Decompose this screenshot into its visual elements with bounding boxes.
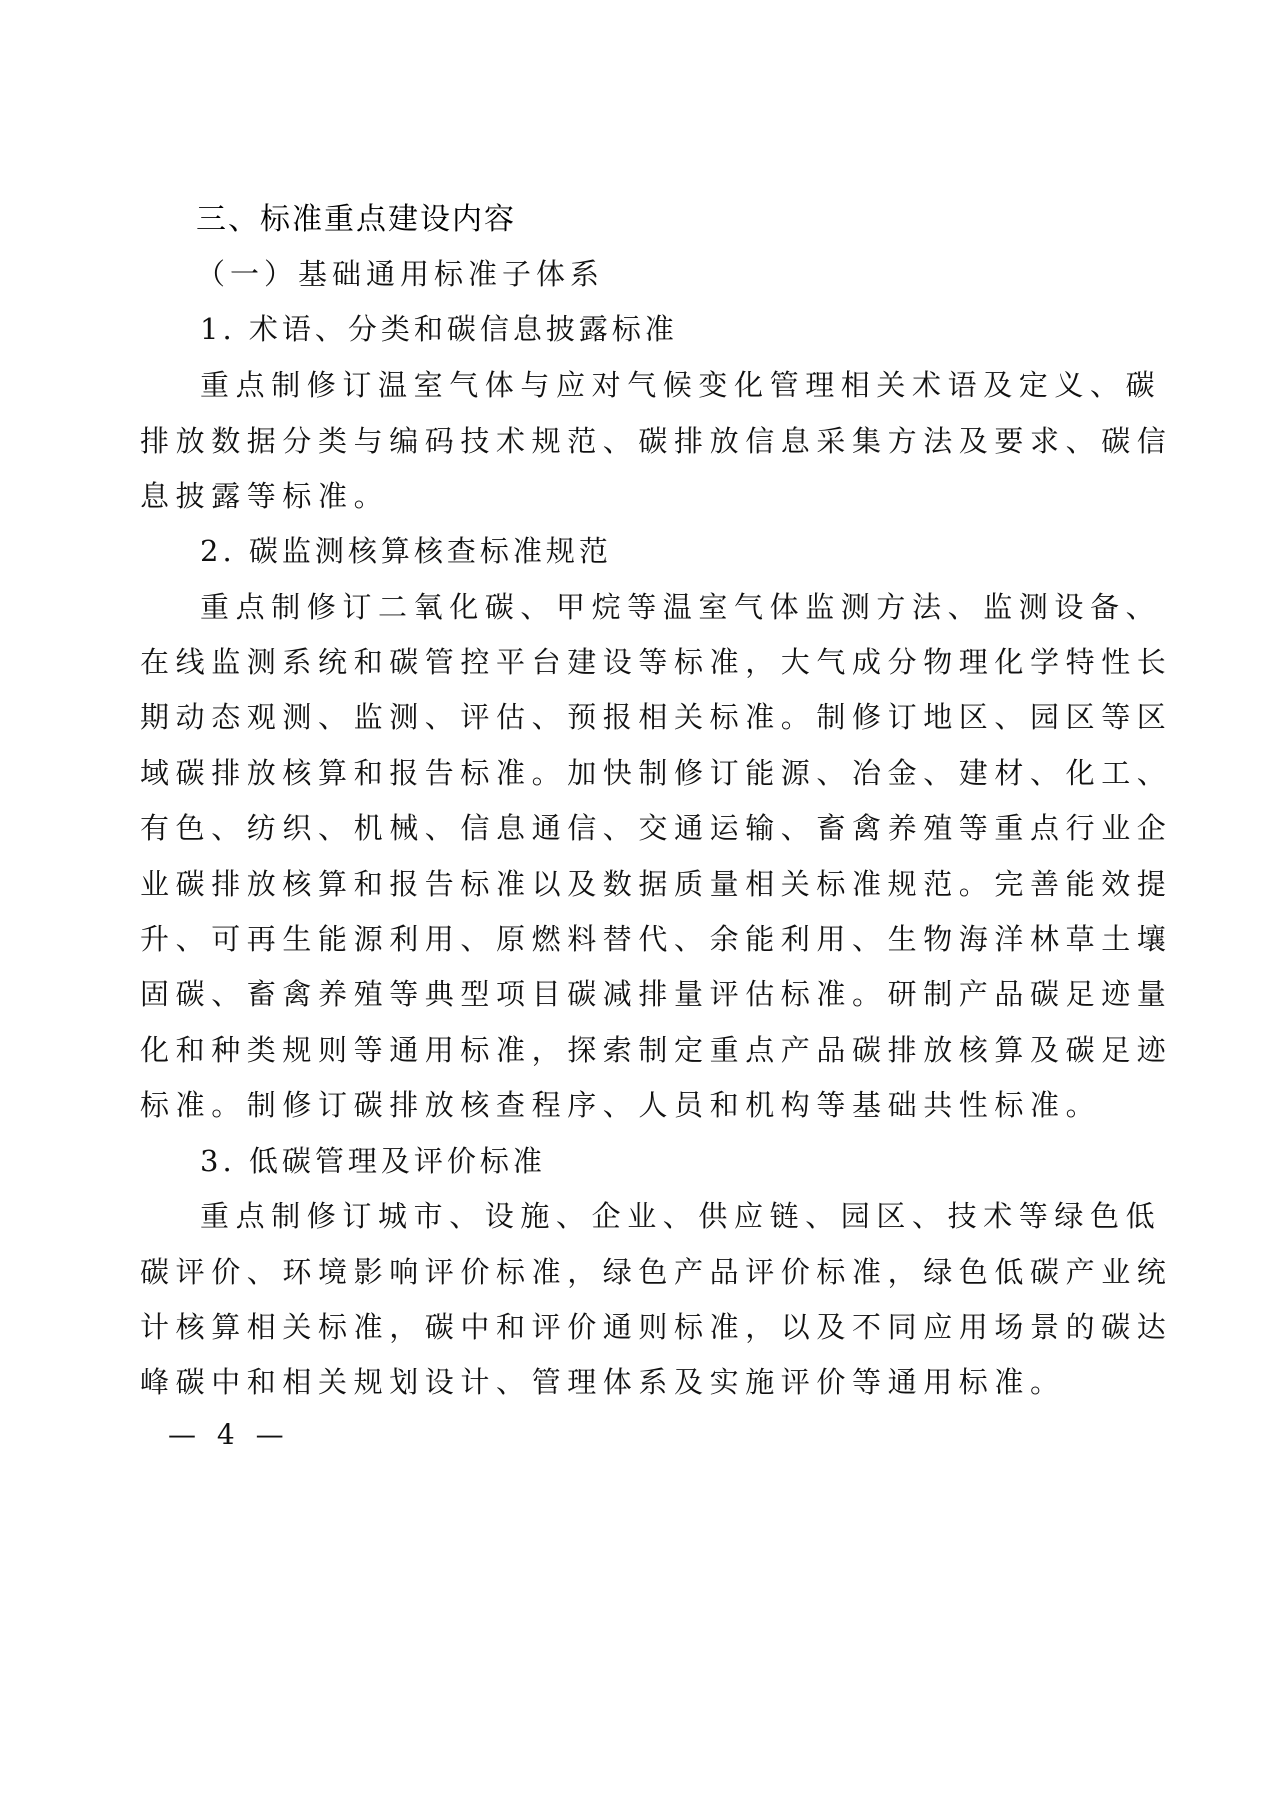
section-heading: 三、标准重点建设内容 (196, 202, 516, 237)
paragraph-line: 域碳排放核算和报告标准。加快制修订能源、冶金、建材、化工、 (140, 756, 1173, 790)
paragraph-line: 计核算相关标准，碳中和评价通则标准，以及不同应用场景的碳达 (140, 1310, 1173, 1344)
page-number: — 4 — (168, 1418, 290, 1451)
item-title-2: 2. 碳监测核算核查标准规范 (200, 534, 612, 568)
item-title-1: 1. 术语、分类和碳信息披露标准 (200, 312, 678, 346)
item-title-3: 3. 低碳管理及评价标准 (200, 1144, 546, 1178)
paragraph-line: 重点制修订二氧化碳、甲烷等温室气体监测方法、监测设备、 (200, 590, 1162, 624)
paragraph-line: 标准。制修订碳排放核查程序、人员和机构等基础共性标准。 (140, 1088, 1102, 1122)
paragraph-line: 期动态观测、监测、评估、预报相关标准。制修订地区、园区等区 (140, 700, 1173, 734)
paragraph-line: 化和种类规则等通用标准，探索制定重点产品碳排放核算及碳足迹 (140, 1033, 1173, 1067)
paragraph-line: 重点制修订城市、设施、企业、供应链、园区、技术等绿色低 (200, 1199, 1162, 1233)
paragraph-line: 息披露等标准。 (140, 479, 390, 513)
paragraph-line: 业碳排放核算和报告标准以及数据质量相关标准规范。完善能效提 (140, 867, 1173, 901)
paragraph-line: 在线监测系统和碳管控平台建设等标准，大气成分物理化学特性长 (140, 645, 1173, 679)
paragraph-line: 重点制修订温室气体与应对气候变化管理相关术语及定义、碳 (200, 368, 1162, 402)
paragraph-line: 有色、纺织、机械、信息通信、交通运输、畜禽养殖等重点行业企 (140, 811, 1173, 845)
paragraph-line: 升、可再生能源利用、原燃料替代、余能利用、生物海洋林草土壤 (140, 922, 1173, 956)
paragraph-line: 峰碳中和相关规划设计、管理体系及实施评价等通用标准。 (140, 1365, 1066, 1399)
subsection-heading: （一）基础通用标准子体系 (196, 257, 605, 291)
paragraph-line: 碳评价、环境影响评价标准，绿色产品评价标准，绿色低碳产业统 (140, 1255, 1173, 1289)
paragraph-line: 固碳、畜禽养殖等典型项目碳减排量评估标准。研制产品碳足迹量 (140, 977, 1173, 1011)
paragraph-line: 排放数据分类与编码技术规范、碳排放信息采集方法及要求、碳信 (140, 424, 1173, 458)
